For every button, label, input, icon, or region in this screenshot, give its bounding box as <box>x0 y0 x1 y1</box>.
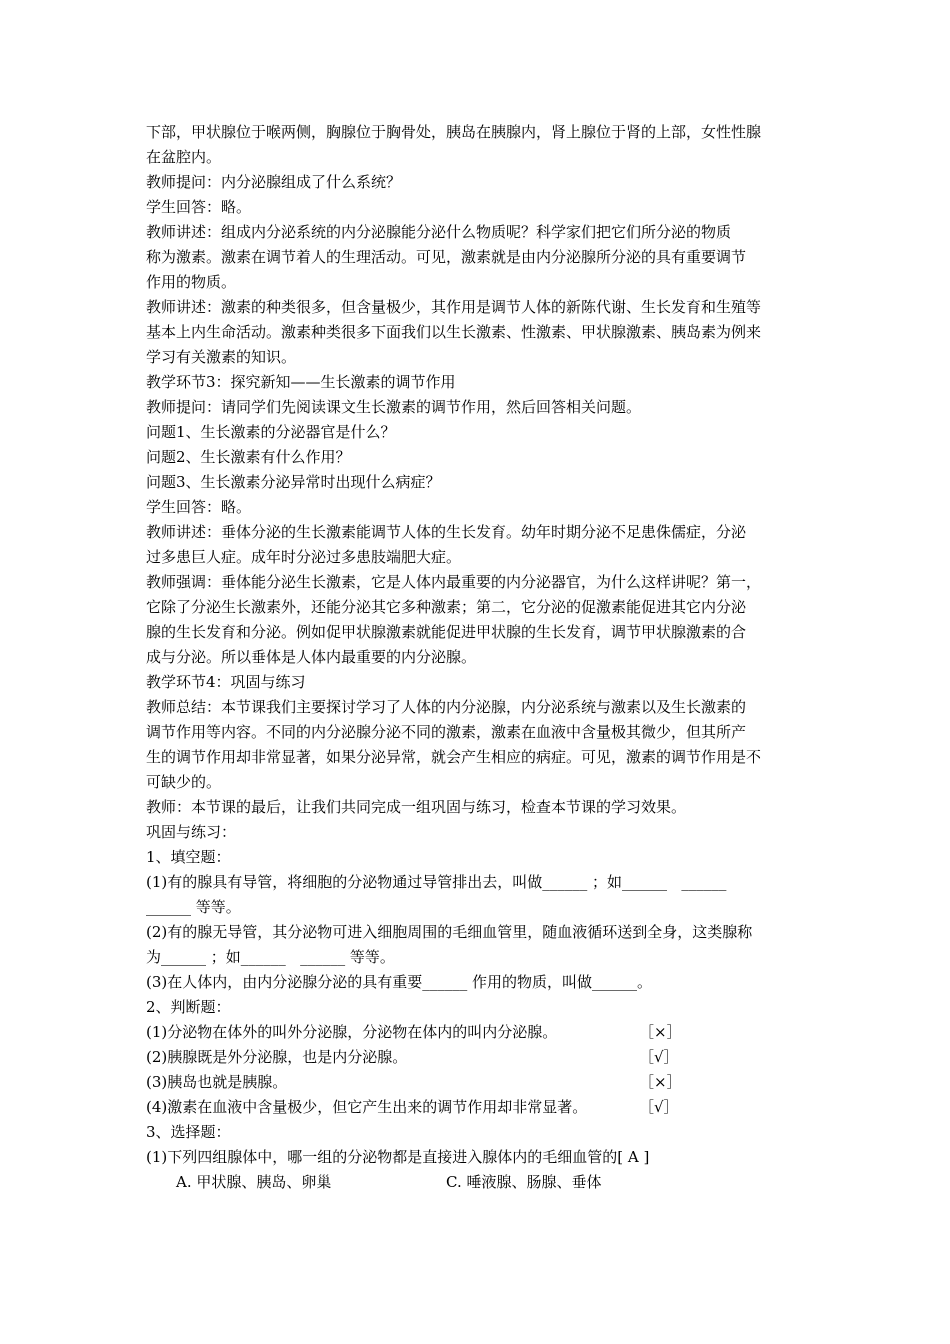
exercise-heading: 巩固与练习： <box>146 823 237 841</box>
judgment-text: (4)激素在血液中含量极少，但它产生出来的调节作用却非常显著。 <box>146 1098 588 1116</box>
judgment-text: (1)分泌物在体外的叫外分泌腺，分泌物在体内的叫内分泌腺。 <box>146 1023 558 1041</box>
question-line: 问题1、生长激素的分泌器官是什么？ <box>146 423 396 441</box>
text-line: 教师讲述：垂体分泌的生长激素能调节人体的生长发育。幼年时期分泌不足患侏儒症，分泌 <box>146 523 747 541</box>
text-line: 教师提问：内分泌腺组成了什么系统？ <box>146 173 402 191</box>
option-a: A. 甲状腺、胰岛、卵巢 <box>176 1173 332 1191</box>
text-line: 学生回答：略。 <box>146 498 252 516</box>
text-line: 成与分泌。所以垂体是人体内最重要的内分泌腺。 <box>146 648 477 666</box>
text-line: 学习有关激素的知识。 <box>146 348 297 366</box>
judgment-answer: ［×］ <box>639 1023 682 1041</box>
text-line: 过多患巨人症。成年时分泌过多患肢端肥大症。 <box>146 548 462 566</box>
choice-options <box>146 1170 811 1195</box>
text-line: 学生回答：略。 <box>146 198 252 216</box>
fill-blank-heading: 1、填空题： <box>146 848 231 866</box>
text-line: 可缺少的。 <box>146 773 222 791</box>
text-line: 腺的生长发育和分泌。例如促甲状腺激素就能促进甲状腺的生长发育，调节甲状腺激素的合 <box>146 623 747 641</box>
text-line: 教师强调：垂体能分泌生长激素，它是人体内最重要的内分泌器官，为什么这样讲呢？第一， <box>146 573 762 591</box>
text-line: 作用的物质。 <box>146 273 237 291</box>
text-line: 基本上内生命活动。激素种类很多下面我们以生长激素、性激素、甲状腺激素、胰岛素为例来 <box>146 323 762 341</box>
option-c: C. 唾液腺、肠腺、垂体 <box>446 1173 602 1191</box>
judgment-answer: ［×］ <box>639 1073 682 1091</box>
fill-blank-question: ______ 等等。 <box>146 898 241 916</box>
judgment-item <box>146 1020 811 1045</box>
text-line: 教师讲述：激素的种类很多，但含量极少，其作用是调节人体的新陈代谢、生长发育和生殖等 <box>146 298 762 316</box>
judgment-text: (2)胰腺既是外分泌腺，也是内分泌腺。 <box>146 1048 408 1066</box>
text-line: 教师提问：请同学们先阅读课文生长激素的调节作用，然后回答相关问题。 <box>146 398 642 416</box>
text-line: 下部，甲状腺位于喉两侧，胸腺位于胸骨处，胰岛在胰腺内，肾上腺位于肾的上部，女性性腺 <box>146 123 762 141</box>
text-line: 称为激素。激素在调节着人的生理活动。可见，激素就是由内分泌腺所分泌的具有重要调节 <box>146 248 747 266</box>
judgment-item <box>146 1045 811 1070</box>
lesson-text <box>146 120 811 1195</box>
fill-blank-question: (3)在人体内，由内分泌腺分泌的具有重要______ 作用的物质，叫做______。 <box>146 973 653 991</box>
text-line: 教师讲述：组成内分泌系统的内分泌腺能分泌什么物质呢？科学家们把它们所分泌的物质 <box>146 223 732 241</box>
choice-question: (1)下列四组腺体中，哪一组的分泌物都是直接进入腺体内的毛细血管的[ A ] <box>146 1148 650 1166</box>
judgment-answer: ［√］ <box>639 1048 679 1066</box>
fill-blank-question: (1)有的腺具有导管，将细胞的分泌物通过导管排出去，叫做______ ；如______ ______ <box>146 873 727 891</box>
question-line: 问题3、生长激素分泌异常时出现什么病症？ <box>146 473 441 491</box>
fill-blank-question: 为______ ；如______ ______ 等等。 <box>146 948 395 966</box>
text-line: 它除了分泌生长激素外，还能分泌其它多种激素；第二，它分泌的促激素能促进其它内分泌 <box>146 598 747 616</box>
choice-heading: 3、选择题： <box>146 1123 231 1141</box>
section-heading: 教学环节4：巩固与练习 <box>146 673 306 691</box>
judgment-item <box>146 1070 811 1095</box>
text-line: 生的调节作用却非常显著，如果分泌异常，就会产生相应的病症。可见，激素的调节作用是不 <box>146 748 762 766</box>
judgment-text: (3)胰岛也就是胰腺。 <box>146 1073 288 1091</box>
text-line: 调节作用等内容。不同的内分泌腺分泌不同的激素，激素在血液中含量极其微少，但其所产 <box>146 723 747 741</box>
text-line: 教师：本节课的最后，让我们共同完成一组巩固与练习，检查本节课的学习效果。 <box>146 798 687 816</box>
judgment-item <box>146 1095 811 1120</box>
text-line: 在盆腔内。 <box>146 148 222 166</box>
section-heading: 教学环节3：探究新知——生长激素的调节作用 <box>146 373 456 391</box>
text-line: 教师总结：本节课我们主要探讨学习了人体的内分泌腺，内分泌系统与激素以及生长激素的 <box>146 698 747 716</box>
judgment-answer: ［√］ <box>639 1098 679 1116</box>
fill-blank-question: (2)有的腺无导管，其分泌物可进入细胞周围的毛细血管里，随血液循环送到全身，这类腺称 <box>146 923 753 941</box>
question-line: 问题2、生长激素有什么作用？ <box>146 448 351 466</box>
judgment-heading: 2、判断题： <box>146 998 231 1016</box>
